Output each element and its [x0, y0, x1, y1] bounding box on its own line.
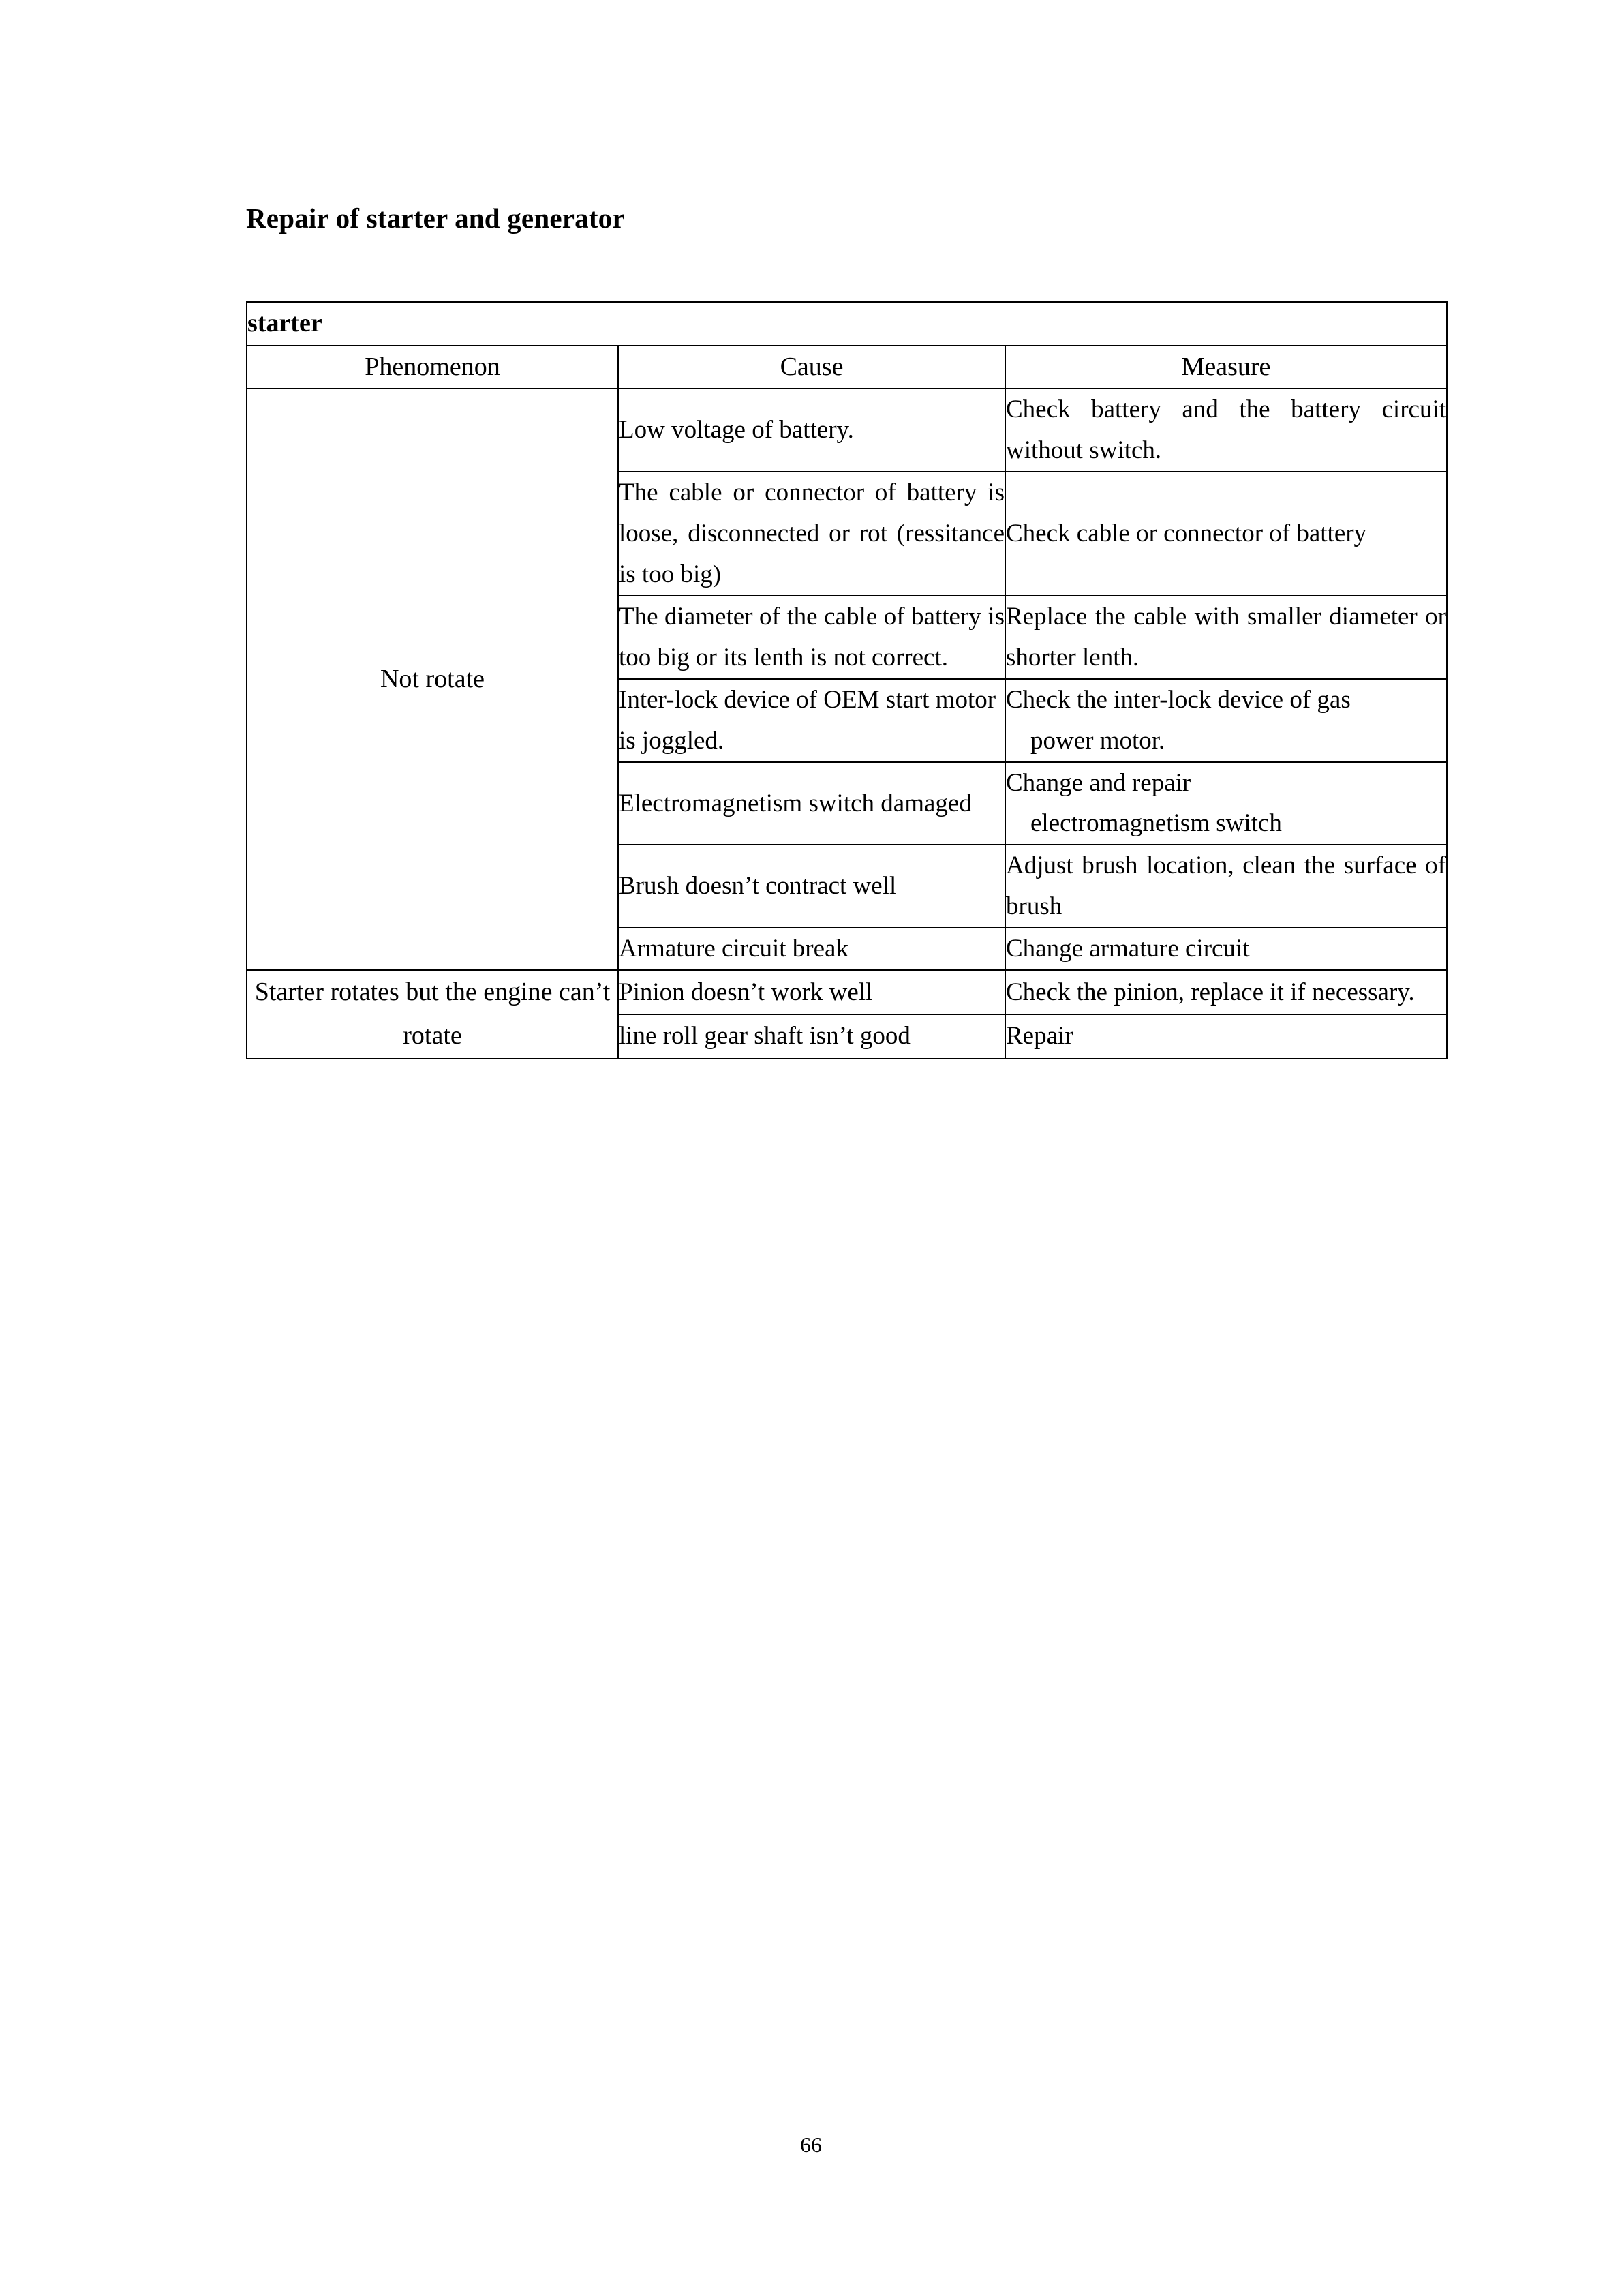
phenomenon-starter-rotates: Starter rotates but the engine can’t rotate: [247, 970, 618, 1059]
measure-line-1: Change and repair: [1006, 768, 1191, 797]
table-row: [247, 970, 1447, 1014]
page-number: 66: [800, 2132, 822, 2157]
measure-cell: Change armature circuit: [1005, 928, 1447, 970]
column-header-measure: Measure: [1005, 346, 1447, 389]
phenomenon-not-rotate: Not rotate: [247, 389, 618, 970]
troubleshooting-table-wrapper: [246, 301, 1446, 1059]
measure-cell: Check cable or connector of battery: [1005, 472, 1447, 596]
cause-cell: Armature circuit break: [618, 928, 1005, 970]
cause-cell: Inter-lock device of OEM start motor is joggled.: [618, 679, 1005, 762]
table-row: [247, 389, 1447, 472]
measure-cell: Check the pinion, replace it if necessary.: [1005, 970, 1447, 1014]
cause-cell: Low voltage of battery.: [618, 389, 1005, 472]
table-section-title-row: [247, 302, 1447, 346]
measure-cell: [1005, 679, 1447, 762]
cause-cell: The diameter of the cable of battery is too big or its lenth is not correct.: [618, 596, 1005, 679]
measure-cell: Check battery and the battery circuit without switch.: [1005, 389, 1447, 472]
troubleshooting-table: [246, 301, 1448, 1059]
cause-cell: Brush doesn’t contract well: [618, 845, 1005, 928]
cause-cell: Electromagnetism switch damaged: [618, 762, 1005, 845]
cause-cell: line roll gear shaft isn’t good: [618, 1014, 1005, 1059]
page-title: Repair of starter and generator: [246, 202, 625, 234]
column-header-phenomenon: Phenomenon: [247, 346, 618, 389]
measure-cell: Repair: [1005, 1014, 1447, 1059]
column-header-cause: Cause: [618, 346, 1005, 389]
cause-cell: Pinion doesn’t work well: [618, 970, 1005, 1014]
measure-cell: Replace the cable with smaller diameter or shorter lenth.: [1005, 596, 1447, 679]
table-header-row: [247, 346, 1447, 389]
measure-cell: Adjust brush location, clean the surface of brush: [1005, 845, 1447, 928]
measure-line-2: electromagnetism switch: [1030, 809, 1282, 838]
measure-cell: [1005, 762, 1447, 845]
measure-line-2: power motor.: [1030, 726, 1165, 755]
measure-line-1: Check the inter-lock device of gas: [1006, 685, 1351, 714]
cause-cell: The cable or connector of battery is loose, disconnected or rot (ressitance is too big): [618, 472, 1005, 596]
section-title-starter: starter: [247, 302, 1447, 346]
